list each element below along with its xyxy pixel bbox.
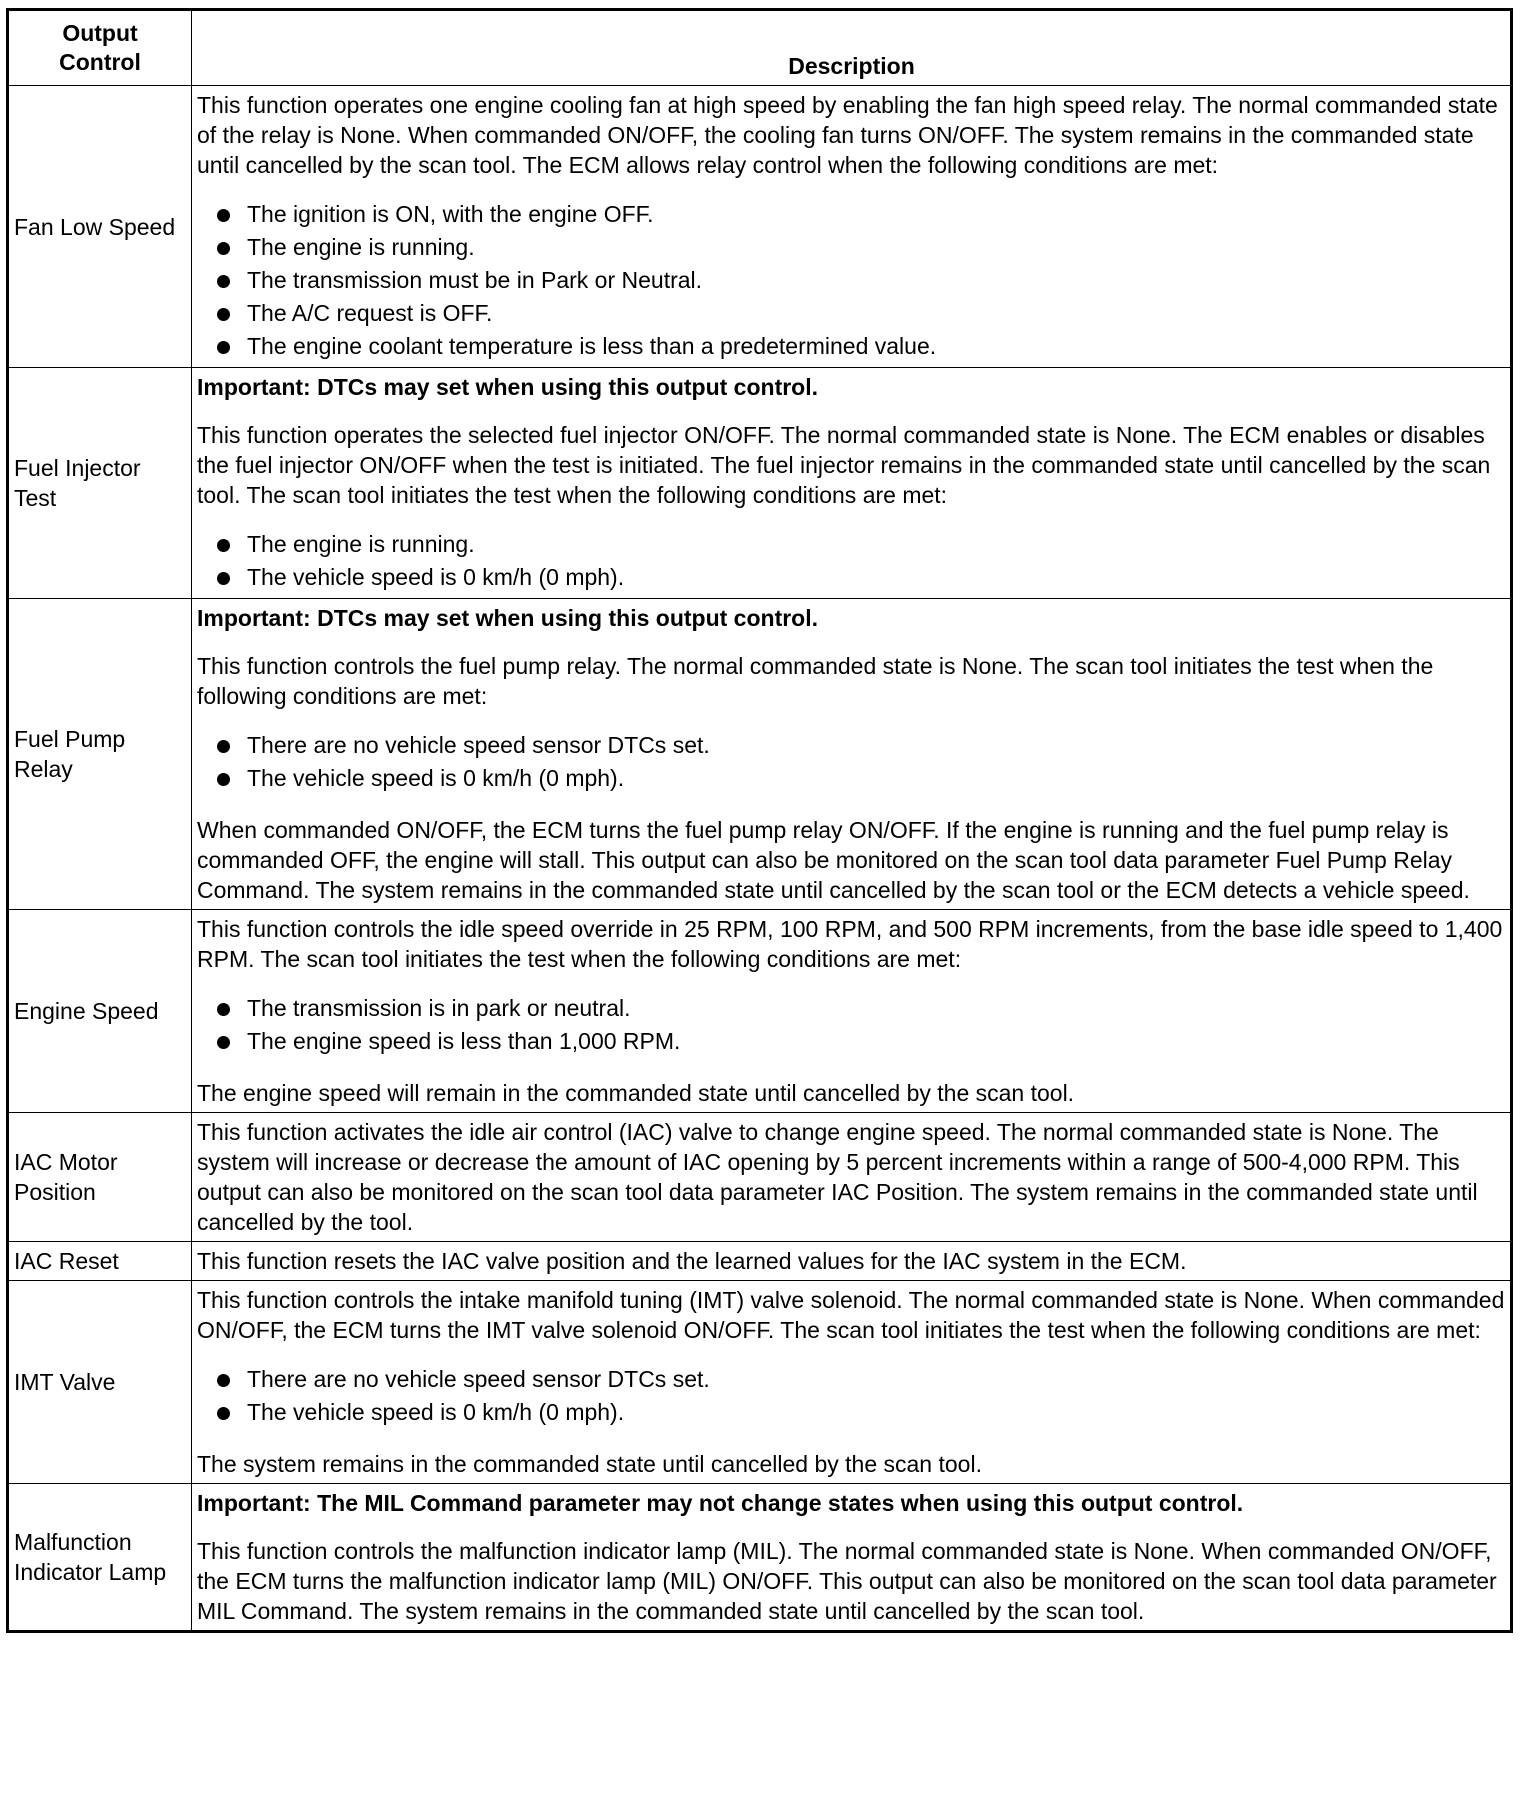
- condition-item: The vehicle speed is 0 km/h (0 mph).: [197, 561, 1506, 594]
- important-note: Important: The MIL Command parameter may not change states when using this output control.: [197, 1490, 1244, 1516]
- condition-item: The vehicle speed is 0 km/h (0 mph).: [197, 762, 1506, 795]
- output-control-name: Fuel Pump Relay: [8, 599, 192, 910]
- description-paragraph: This function controls the fuel pump relay. The normal commanded state is None. The scan tool initiates the test when the following conditions are met:: [197, 653, 1434, 709]
- output-control-table-wrapper: [6, 8, 1510, 1633]
- table-row: [8, 1281, 1512, 1484]
- condition-item: The engine is running.: [197, 528, 1506, 561]
- header-output-control-line1: Output: [62, 20, 138, 46]
- table-row: [8, 1242, 1512, 1281]
- description-paragraph: The engine speed will remain in the commanded state until cancelled by the scan tool.: [197, 1080, 1075, 1106]
- output-control-name: Engine Speed: [8, 910, 192, 1113]
- output-control-description: [192, 86, 1512, 368]
- important-note: Important: DTCs may set when using this output control.: [197, 374, 819, 400]
- table-row: [8, 1484, 1512, 1632]
- table-row: [8, 86, 1512, 368]
- output-control-name: Malfunction Indicator Lamp: [8, 1484, 192, 1632]
- condition-item: The A/C request is OFF.: [197, 297, 1506, 330]
- table-header-row: [8, 10, 1512, 86]
- table-row: [8, 368, 1512, 599]
- output-control-description: [192, 599, 1512, 910]
- output-control-description: [192, 1484, 1512, 1632]
- condition-item: The transmission must be in Park or Neutral.: [197, 264, 1506, 297]
- output-control-description: [192, 1281, 1512, 1484]
- output-control-table: [6, 8, 1513, 1633]
- header-output-control: [8, 10, 192, 86]
- condition-item: The engine speed is less than 1,000 RPM.: [197, 1025, 1506, 1058]
- output-control-name: Fan Low Speed: [8, 86, 192, 368]
- condition-list: [197, 729, 1506, 795]
- description-paragraph: When commanded ON/OFF, the ECM turns the fuel pump relay ON/OFF. If the engine is running and the fuel pump relay is commanded OFF, the engine will stall. This output can also be monitored on the scan tool data parameter Fuel Pump Relay Command. The system remains in the commanded state until cancelled by the scan tool or the ECM detects a vehicle speed.: [197, 817, 1470, 903]
- condition-item: The vehicle speed is 0 km/h (0 mph).: [197, 1396, 1506, 1429]
- table-row: [8, 599, 1512, 910]
- table-row: [8, 910, 1512, 1113]
- description-paragraph: This function controls the intake manifold tuning (IMT) valve solenoid. The normal commanded state is None. When commanded ON/OFF, the ECM turns the IMT valve solenoid ON/OFF. The scan tool initiates the test when the following conditions are met:: [197, 1287, 1505, 1343]
- condition-list: [197, 992, 1506, 1058]
- output-control-description: [192, 1113, 1512, 1242]
- header-description: Description: [192, 10, 1512, 86]
- condition-list: [197, 1363, 1506, 1429]
- condition-item: The ignition is ON, with the engine OFF.: [197, 198, 1506, 231]
- condition-list: [197, 528, 1506, 594]
- condition-item: The engine is running.: [197, 231, 1506, 264]
- description-paragraph: This function controls the malfunction indicator lamp (MIL). The normal commanded state is None. When commanded ON/OFF, the ECM turns the malfunction indicator lamp (MIL) ON/OFF. This output can also be monitored on the scan tool data parameter MIL Command. The system remains in the commanded state until cancelled by the scan tool.: [197, 1538, 1497, 1624]
- table-row: [8, 1113, 1512, 1242]
- condition-item: The transmission is in park or neutral.: [197, 992, 1506, 1025]
- output-control-name: IAC Motor Position: [8, 1113, 192, 1242]
- description-paragraph: This function activates the idle air control (IAC) valve to change engine speed. The normal commanded state is None. The system will increase or decrease the amount of IAC opening by 5 percent increments within a range of 500-4,000 RPM. This output can also be monitored on the scan tool data parameter IAC Position. The system remains in the commanded state until cancelled by the tool.: [197, 1119, 1478, 1235]
- output-control-name: IMT Valve: [8, 1281, 192, 1484]
- condition-list: [197, 198, 1506, 363]
- condition-item: The engine coolant temperature is less than a predetermined value.: [197, 330, 1506, 363]
- output-control-name: Fuel Injector Test: [8, 368, 192, 599]
- output-control-description: [192, 368, 1512, 599]
- description-paragraph: This function controls the idle speed override in 25 RPM, 100 RPM, and 500 RPM increments, from the base idle speed to 1,400 RPM. The scan tool initiates the test when the following conditions are met:: [197, 916, 1503, 972]
- description-paragraph: The system remains in the commanded state until cancelled by the scan tool.: [197, 1451, 982, 1477]
- description-paragraph: This function operates the selected fuel injector ON/OFF. The normal commanded state is None. The ECM enables or disables the fuel injector ON/OFF when the test is initiated. The fuel injector remains in the commanded state until cancelled by the scan tool. The scan tool initiates the test when the following conditions are met:: [197, 422, 1491, 508]
- important-note: Important: DTCs may set when using this output control.: [197, 605, 819, 631]
- description-paragraph: This function operates one engine cooling fan at high speed by enabling the fan high speed relay. The normal commanded state of the relay is None. When commanded ON/OFF, the cooling fan turns ON/OFF. The system remains in the commanded state until cancelled by the scan tool. The ECM allows relay control when the following conditions are met:: [197, 92, 1498, 178]
- header-output-control-line2: Control: [59, 49, 141, 75]
- description-paragraph: This function resets the IAC valve position and the learned values for the IAC system in the ECM.: [197, 1248, 1187, 1274]
- output-control-description: [192, 910, 1512, 1113]
- output-control-description: [192, 1242, 1512, 1281]
- condition-item: There are no vehicle speed sensor DTCs set.: [197, 1363, 1506, 1396]
- output-control-name: IAC Reset: [8, 1242, 192, 1281]
- condition-item: There are no vehicle speed sensor DTCs set.: [197, 729, 1506, 762]
